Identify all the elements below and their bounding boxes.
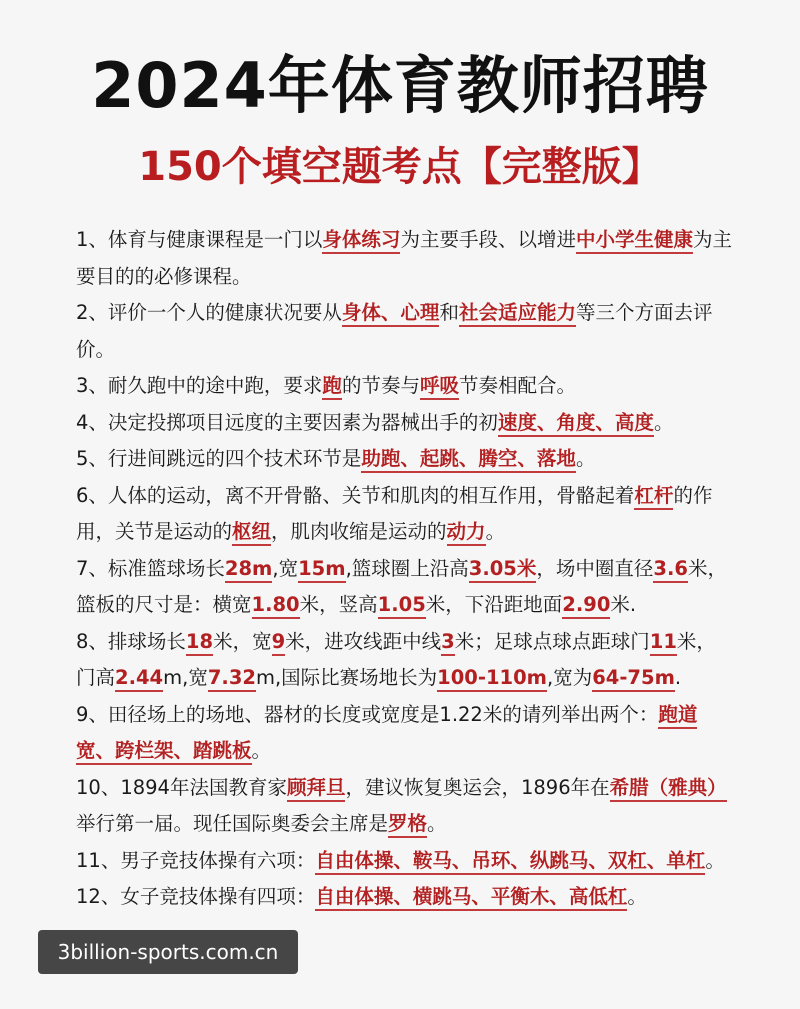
question-text: 米.	[610, 593, 637, 616]
question-text: ,篮球圈上沿高	[345, 556, 469, 580]
question-item	[76, 222, 732, 295]
answer-keyword: 希腊（雅典）	[610, 776, 727, 802]
question-text: 9、田径场上的场地、器材的长度或宽度是1.22米的请列举出两个：	[76, 702, 659, 726]
answer-keyword: 自由体操、横跳马、平衡木、高低杠	[315, 885, 627, 911]
answer-keyword: 跑	[322, 374, 342, 400]
question-item	[76, 441, 732, 478]
question-text: 3、耐久跑中的途中跑，要求	[76, 374, 323, 397]
answer-keyword: 11	[650, 630, 677, 656]
page-title: 2024年体育教师招聘	[91, 49, 709, 122]
answer-keyword: 枢纽	[232, 520, 271, 546]
question-text: 6、人体的运动，离不开骨骼、关节和肌肉的相互作用，骨骼起着	[76, 483, 635, 507]
question-text: 。	[705, 848, 725, 872]
answer-keyword: 64-75m	[592, 666, 675, 692]
question-item	[76, 624, 732, 697]
question-item	[76, 405, 732, 442]
question-item	[76, 879, 732, 916]
question-text: 为主要目的的必修课程。	[76, 228, 732, 288]
question-text: 1、体育与健康课程是一门以	[76, 228, 323, 251]
answer-keyword: 3	[441, 630, 455, 656]
answer-keyword: 呼吸	[420, 374, 459, 400]
question-item	[76, 478, 732, 551]
watermark-label: 3billion-sports.com.cn	[38, 930, 298, 974]
answer-keyword: 28m	[225, 557, 272, 583]
question-text: ,宽	[272, 556, 299, 580]
question-item	[76, 697, 732, 770]
question-text: 4、决定投掷项目远度的主要因素为器械出手的初	[76, 410, 498, 434]
question-text: 的节奏与	[341, 374, 420, 397]
question-text: ，肌肉收缩是运动的	[271, 520, 447, 543]
question-text: 5、行进间跳远的四个技术环节是	[76, 447, 362, 470]
answer-keyword: 助跑、起跳、腾空、落地	[361, 447, 576, 473]
question-text: 12、女子竞技体操有四项：	[76, 885, 316, 908]
question-text: 米，下沿距地面	[425, 593, 563, 616]
answer-keyword: 跑道宽、跨栏架、踏跳板	[76, 703, 697, 766]
page-subtitle: 150个填空题考点【完整版】	[138, 144, 662, 190]
question-item	[76, 770, 732, 843]
question-text: .	[674, 666, 682, 689]
question-item	[76, 843, 732, 880]
question-text: 米，篮板的尺寸是：横宽	[76, 556, 727, 616]
answer-keyword: 自由体操、鞍马、吊环、纵跳马、双杠、单杠	[315, 849, 705, 875]
answer-keyword: 动力	[447, 520, 486, 546]
question-item	[76, 551, 732, 624]
question-text: 2、评价一个人的健康状况要从	[76, 301, 342, 324]
answer-keyword: 杠杆	[634, 484, 673, 510]
answer-keyword: 3.05米	[469, 557, 537, 583]
question-text: 等三个方面去评价。	[76, 301, 713, 361]
question-text: m,国际比赛场地长为	[255, 666, 438, 689]
question-text: 举行第一届。现任国际奥委会主席是	[76, 812, 389, 835]
answer-keyword: 15m	[298, 557, 345, 583]
question-item	[76, 295, 732, 368]
answer-keyword: 身体、心理	[342, 301, 440, 327]
question-text: 8、排球场长	[76, 629, 186, 653]
question-text: ,宽为	[547, 666, 593, 689]
question-text: m,宽	[163, 666, 208, 689]
answer-keyword: 9	[272, 630, 286, 656]
answer-keyword: 100-110m	[437, 666, 547, 692]
answer-keyword: 1.05	[378, 593, 426, 619]
answer-keyword: 3.6	[653, 557, 688, 583]
answer-keyword: 7.32	[208, 666, 256, 692]
question-text: 11、男子竞技体操有六项：	[76, 848, 316, 872]
question-text: 。	[485, 520, 506, 543]
question-text: 米，进攻线距中线	[285, 629, 442, 653]
answer-keyword: 18	[186, 630, 213, 656]
question-text: ，建议恢复奥运会，1896年在	[345, 775, 610, 799]
question-text: 。	[627, 885, 647, 908]
answer-keyword: 1.80	[252, 593, 300, 619]
answer-keyword: 中小学生健康	[576, 228, 693, 254]
answer-keyword: 2.44	[115, 666, 163, 692]
question-text: 。	[653, 410, 674, 434]
answer-keyword: 身体练习	[322, 228, 400, 254]
question-text: 。	[427, 812, 447, 835]
question-text: 。	[575, 447, 596, 470]
answer-keyword: 社会适应能力	[459, 301, 576, 327]
answer-keyword: 速度、角度、高度	[498, 411, 654, 437]
question-list	[76, 222, 732, 916]
question-text: 米；足球点球点距球门	[454, 629, 650, 653]
question-text: 米，门高	[76, 629, 716, 689]
answer-keyword: 顾拜旦	[287, 776, 346, 802]
question-text: 7、标准篮球场长	[76, 556, 225, 580]
question-text: 米，宽	[213, 629, 272, 653]
question-text: 10、1894年法国教育家	[76, 775, 287, 799]
answer-keyword: 罗格	[388, 812, 427, 838]
question-text: 米，竖高	[299, 593, 378, 616]
question-text: ，场中圈直径	[536, 556, 654, 580]
question-text: 和	[439, 301, 459, 324]
question-item	[76, 368, 732, 405]
question-text: 为主要手段、以增进	[400, 228, 576, 251]
question-text: 节奏相配合。	[458, 374, 576, 397]
answer-keyword: 2.90	[562, 593, 610, 619]
question-text: 。	[251, 739, 272, 762]
question-text: 的作用，关节是运动的	[76, 483, 713, 543]
